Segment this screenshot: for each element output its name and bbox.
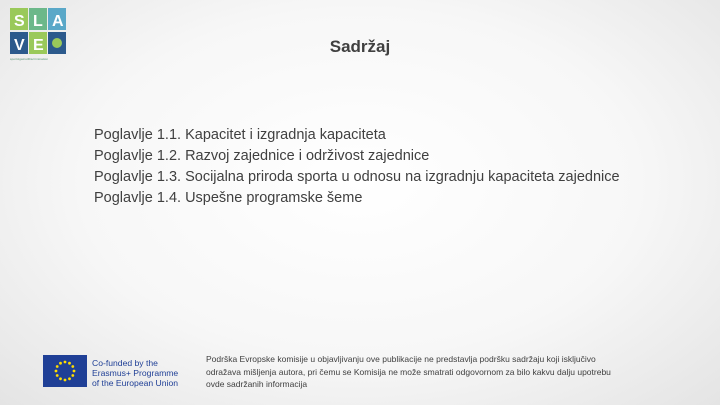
toc-item[interactable]: Poglavlje 1.3. Socijalna priroda sporta u odnosu na izgradnju kapaciteta zajednice xyxy=(94,169,620,185)
eu-stars xyxy=(43,355,87,387)
page-title: Sadržaj xyxy=(329,37,391,56)
svg-text:V: V xyxy=(14,37,25,54)
toc-item[interactable]: Poglavlje 1.1. Kapacitet i izgradnja kapaciteta xyxy=(94,127,386,143)
disclaimer xyxy=(206,353,696,391)
eu-text-line: Co-funded by the xyxy=(92,358,158,368)
toc-item[interactable]: Poglavlje 1.4. Uspešne programske šeme xyxy=(94,190,363,206)
eu-text-line: Erasmus+ Programme xyxy=(92,368,179,378)
disclaimer-line: ovde sadržanih informacija xyxy=(206,379,308,389)
svg-text:L: L xyxy=(33,13,43,30)
logo-caption: sportAgainstDiscrimination xyxy=(10,57,49,61)
eu-text-line: of the European Union xyxy=(92,378,179,388)
eu-flag-icon xyxy=(43,355,87,387)
eu-cofunding-text xyxy=(92,358,202,388)
disclaimer-line: odražava mišljenja autora, pri čemu se Komisija ne može smatrati odgovornom za bilo kakvu dalju upotrebu xyxy=(206,366,611,377)
svg-text:E: E xyxy=(33,37,44,54)
toc-item[interactable]: Poglavlje 1.2. Razvoj zajednice i održivost zajednice xyxy=(94,148,430,164)
svg-text:A: A xyxy=(52,13,64,30)
disclaimer-line: Podrška Evropske komisije u objavljivanju ove publikacije ne predstavlja podršku sadržaju koji isključivo xyxy=(206,354,596,364)
table-of-contents xyxy=(94,125,692,209)
svg-text:S: S xyxy=(14,13,25,30)
